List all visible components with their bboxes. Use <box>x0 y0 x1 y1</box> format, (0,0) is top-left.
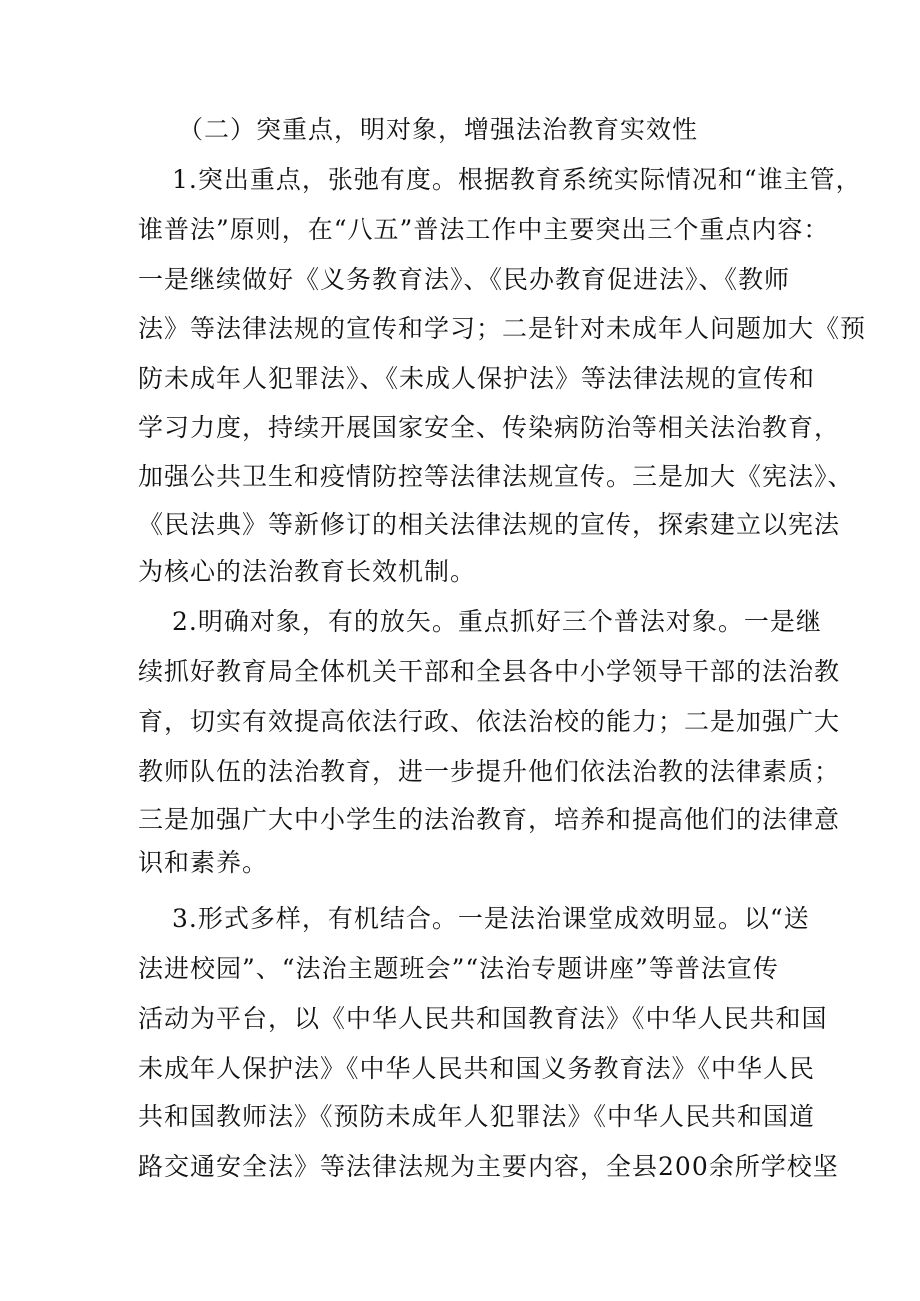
paragraph-line: 未成年人保护法》《中华人民共和国义务教育法》《中华人民 <box>138 1054 816 1083</box>
paragraph-line: 《民法典》等新修订的相关法律法规的宣传，探索建立以宪法 <box>138 510 841 539</box>
paragraph-line: 续抓好教育局全体机关干部和全县各中小学领导干部的法治教 <box>138 657 841 686</box>
paragraph-line: 1.突出重点，张弛有度。根据教育系统实际情况和“谁主管， <box>172 165 862 194</box>
paragraph-line: 育，切实有效提高依法行政、依法治校的能力；二是加强广大 <box>138 707 841 736</box>
paragraph-line: 识和素养。 <box>138 848 269 877</box>
paragraph-line: 共和国教师法》《预防未成年人犯罪法》《中华人民共和国道 <box>138 1102 816 1131</box>
paragraph-line: 2.明确对象，有的放矢。重点抓好三个普法对象。一是继 <box>172 607 822 636</box>
paragraph-line: 加强公共卫生和疫情防控等法律法规宣传。三是加大《宪法》、 <box>138 462 854 491</box>
paragraph-line: 一是继续做好《义务教育法》、《民办教育促进法》、《教师 <box>138 265 791 294</box>
paragraph-line: 谁普法”原则，在“八五”普法工作中主要突出三个重点内容： <box>138 215 830 244</box>
paragraph-line: 三是加强广大中小学生的法治教育，培养和提高他们的法律意 <box>138 805 841 834</box>
paragraph-line: 活动为平台，以《中华人民共和国教育法》《中华人民共和国 <box>138 1004 828 1033</box>
paragraph-line: 为核心的法治教育长效机制。 <box>138 557 477 586</box>
paragraph-line: 3.形式多样，有机结合。一是法治课堂成效明显。以“送 <box>172 904 810 933</box>
section-heading: （二）突重点，明对象，增强法治教育实效性 <box>178 115 699 144</box>
paragraph-line: 教师队伍的法治教育，进一步提升他们依法治教的法律素质； <box>138 757 841 786</box>
paragraph-line: 法》等法律法规的宣传和学习；二是针对未成年人问题加大《预 <box>138 314 867 343</box>
paragraph-line: 路交通安全法》等法律法规为主要内容，全县200余所学校坚 <box>138 1152 839 1181</box>
paragraph-line: 学习力度，持续开展国家安全、传染病防治等相关法治教育， <box>138 413 841 442</box>
paragraph-line: 法进校园”、“法治主题班会”“法治专题讲座”等普法宣传 <box>138 954 779 983</box>
paragraph-line: 防未成年人犯罪法》、《未成人保护法》等法律法规的宣传和 <box>138 364 816 393</box>
